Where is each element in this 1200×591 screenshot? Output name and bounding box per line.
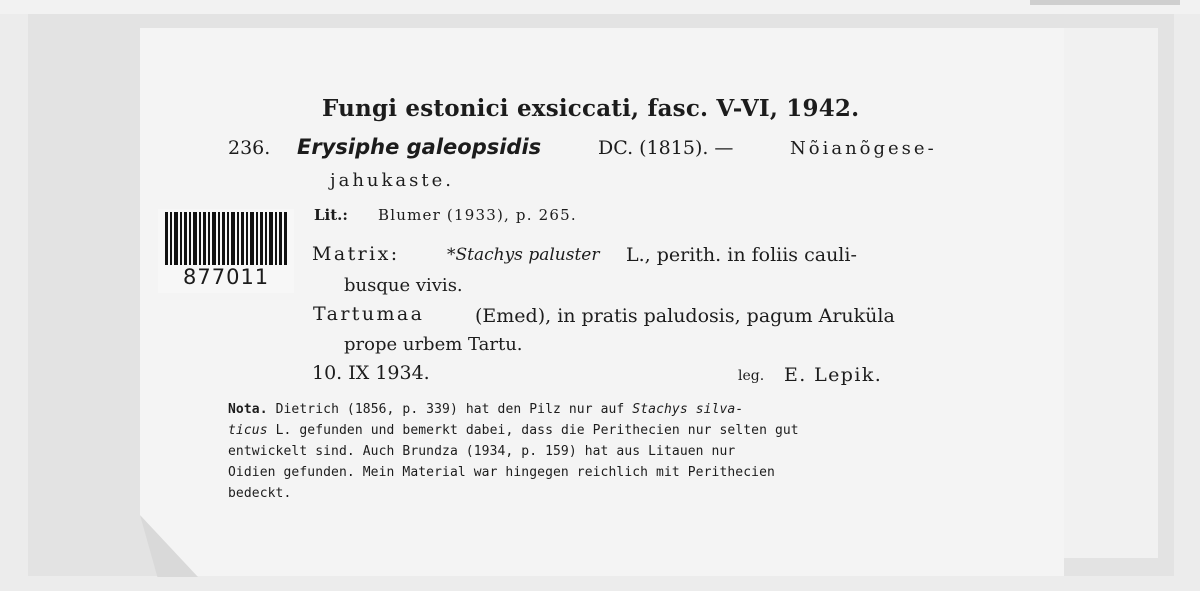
specimen-number: 236. — [228, 137, 271, 159]
matrix-description-line2: busque vivis. — [344, 275, 463, 296]
common-name-line2: jahukaste. — [330, 170, 454, 191]
note-block — [228, 399, 968, 504]
literature-label: Lit.: — [314, 206, 348, 224]
locality-description-line2: prope urbem Tartu. — [344, 334, 523, 355]
locality-description: (Emed), in pratis paludosis, pagum Aruküla — [475, 305, 895, 327]
note-line: bedeckt. — [228, 486, 292, 501]
collector-name: E. Lepik. — [784, 364, 883, 386]
matrix-label: Matrix: — [312, 243, 400, 265]
note-text: Dietrich (1856, p. 339) hat den Pilz nur auf — [275, 402, 625, 417]
matrix-description: L., perith. in foliis cauli- — [626, 244, 857, 266]
species-name: Erysiphe galeopsidis — [297, 135, 542, 159]
note-line — [228, 399, 968, 420]
note-label: Nota. — [228, 402, 268, 417]
locality-label: Tartumaa — [313, 303, 425, 325]
barcode-icon — [163, 212, 289, 265]
note-text: L. gefunden und bemerkt dabei, dass die Perithecien nur selten gut — [275, 423, 799, 438]
background-shadow — [1030, 0, 1180, 5]
background-top — [0, 0, 1200, 14]
species-author-year: DC. (1815). — — [598, 137, 734, 159]
note-line: Oidien gefunden. Mein Material war hingegen reichlich mit Perithecien — [228, 465, 775, 480]
collection-date: 10. IX 1934. — [312, 362, 430, 384]
barcode-number: 877011 — [183, 265, 270, 289]
common-name-line1: Nõianõgese- — [790, 138, 937, 159]
note-species-cont: ticus — [228, 423, 268, 438]
literature-value: Blumer (1933), p. 265. — [378, 206, 577, 224]
note-line — [228, 420, 968, 441]
note-species: Stachys silva- — [632, 402, 744, 417]
note-line: entwickelt sind. Auch Brundza (1934, p. 159) hat aus Litauen nur — [228, 444, 736, 459]
label-title: Fungi estonici exsiccati, fasc. V-VI, 1942. — [322, 95, 860, 122]
leg-prefix: leg. — [738, 368, 765, 384]
backing-card — [1060, 28, 1158, 558]
matrix-host: *Stachys paluster — [447, 245, 600, 265]
